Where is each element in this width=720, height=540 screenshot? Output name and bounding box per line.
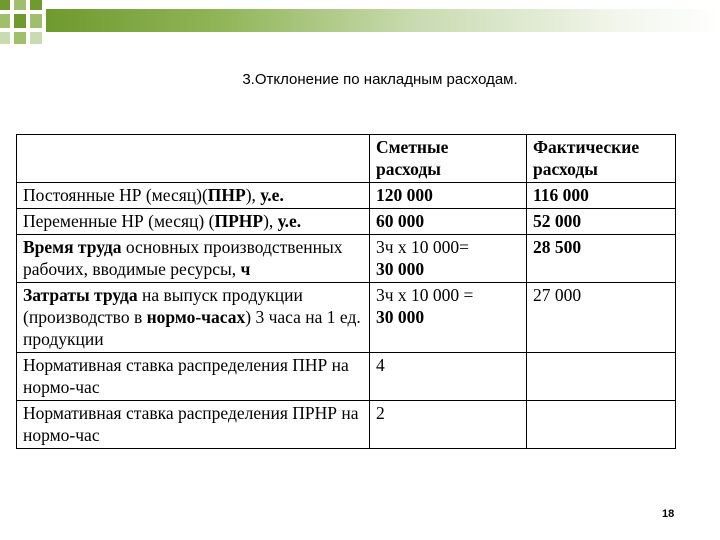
deco-square — [14, 14, 26, 28]
budget-value: 2 — [370, 401, 527, 449]
deco-square — [14, 32, 26, 44]
overhead-variance-table — [16, 134, 676, 449]
table-row — [17, 283, 676, 353]
row-label: Время труда основных производственных рабочих, вводимые ресурсы, ч — [17, 235, 370, 283]
header-cell-actual: Фактические расходы — [527, 135, 676, 183]
table-row — [17, 401, 676, 449]
row-label: Нормативная ставка распределения ПРНР на нормо-час — [17, 401, 370, 449]
budget-value: 4 — [370, 353, 527, 401]
page-number: 18 — [662, 508, 675, 520]
actual-value: 27 000 — [527, 283, 676, 353]
table-row — [17, 235, 676, 283]
header-cell-empty — [17, 135, 370, 183]
actual-value — [527, 401, 676, 449]
row-label: Переменные НР (месяц) (ПРНР), у.е. — [17, 209, 370, 235]
actual-value — [527, 353, 676, 401]
header-cell-budget: Сметные расходы — [370, 135, 527, 183]
actual-value: 116 000 — [527, 183, 676, 209]
table-row — [17, 353, 676, 401]
budget-value: 3ч х 10 000 = 30 000 — [370, 283, 527, 353]
actual-value: 28 500 — [527, 235, 676, 283]
budget-value: 60 000 — [370, 209, 527, 235]
slide-title: 3.Отклонение по накладным расходам. — [242, 71, 518, 88]
budget-value: 120 000 — [370, 183, 527, 209]
deco-square — [30, 0, 42, 10]
row-label: Постоянные НР (месяц)(ПНР), у.е. — [17, 183, 370, 209]
deco-square — [30, 32, 42, 44]
row-label: Нормативная ставка распределения ПНР на нормо-час — [17, 353, 370, 401]
budget-value: 3ч х 10 000= 30 000 — [370, 235, 527, 283]
actual-value: 52 000 — [527, 209, 676, 235]
header-gradient-band — [46, 9, 720, 32]
deco-square — [14, 0, 26, 10]
table-row — [17, 183, 676, 209]
deco-square — [0, 14, 10, 28]
table-row — [17, 209, 676, 235]
deco-square — [0, 0, 10, 10]
table-header-row — [17, 135, 676, 183]
deco-square — [30, 14, 42, 28]
deco-square — [0, 32, 10, 44]
row-label: Затраты труда на выпуск продукции (производство в нормо-часах) 3 часа на 1 ед. продукции — [17, 283, 370, 353]
